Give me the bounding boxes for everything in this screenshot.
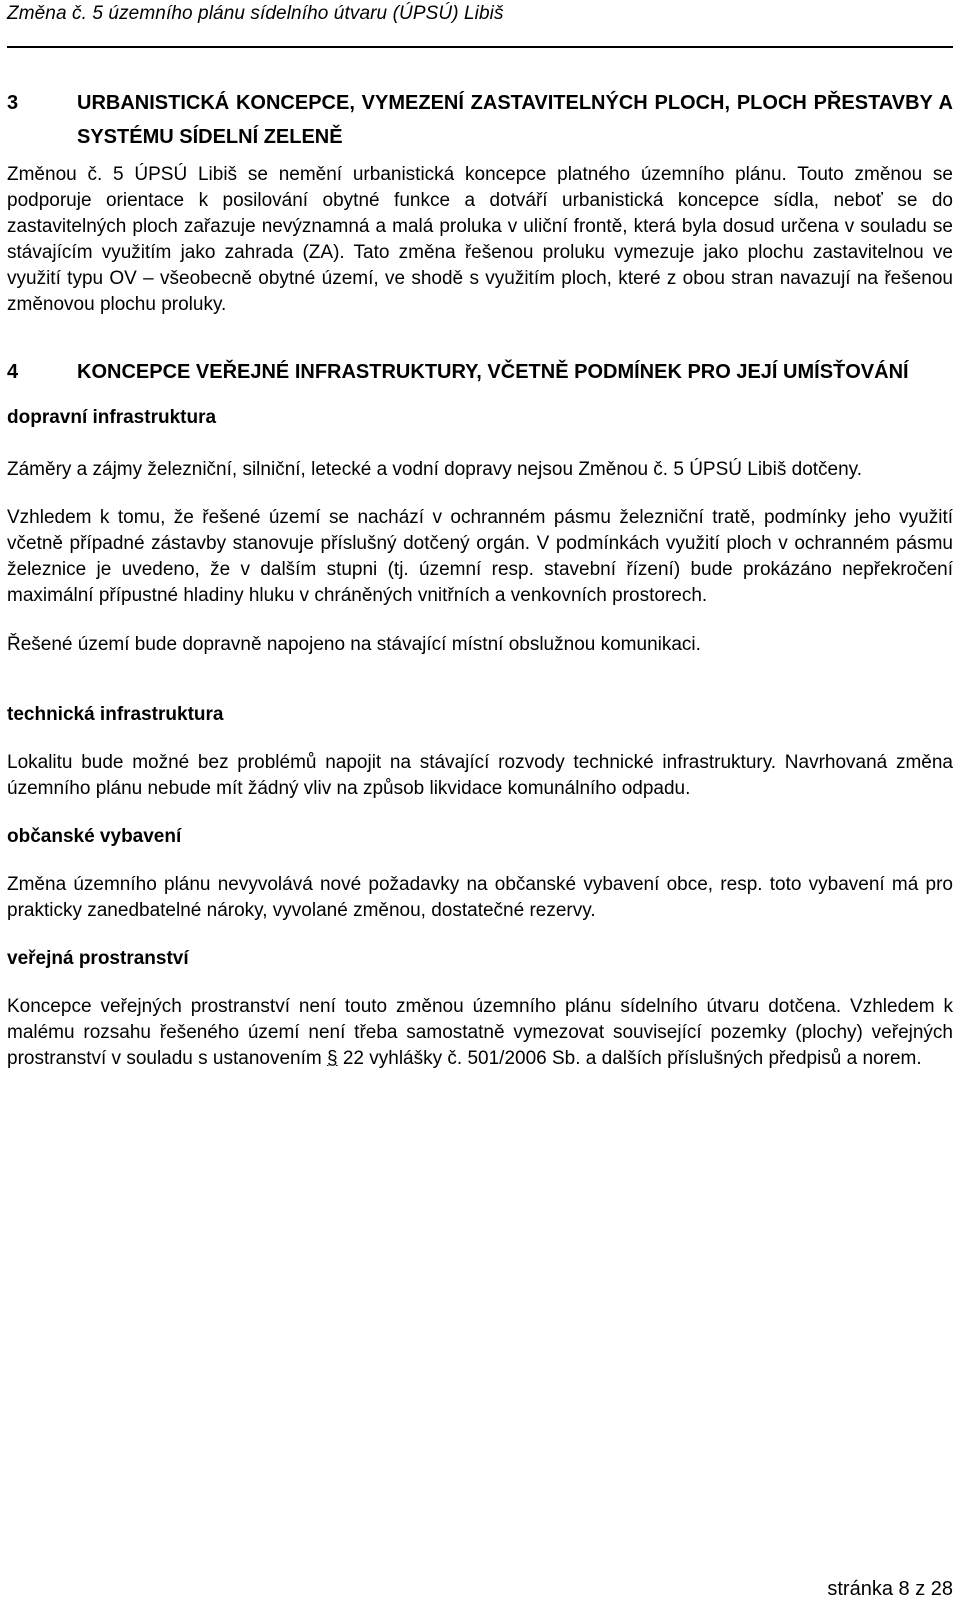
paragraph-technicka: Lokalitu bude možné bez problémů napojit na stávající rozvody technické infrastruktury. Navrhovaná změna územního plánu nebude mít žádný vliv na způsob likvidace komunálního odpadu. xyxy=(7,752,953,799)
running-header: Změna č. 5 územního plánu sídelního útvaru (ÚPSÚ) Libiš xyxy=(7,3,504,24)
paragraph-dopravni-2: Vzhledem k tomu, že řešené území se nachází v ochranném pásmu železniční tratě, podmínky jeho využití včetně případné zástavby stanovuje příslušný dotčený orgán. V podmínkách využití ploch v ochranném pásmu železnice je uvedeno, že v dalším stupni (tj. územní resp. stavební řízení) bude prokázáno nepřekročení maximální přípustné hladiny hluku v chráněných vnitřních a venkovních prostorech. xyxy=(7,507,953,606)
subheading-obcanske: občanské vybavení xyxy=(7,826,182,847)
chapter-number: 4 xyxy=(7,361,19,383)
section-sign-link[interactable]: § xyxy=(327,1048,338,1069)
header-divider xyxy=(7,46,953,48)
subheading-dopravni: dopravní infrastruktura xyxy=(7,407,217,428)
paragraph-dopravni-1: Záměry a zájmy železniční, silniční, letecké a vodní dopravy nejsou Změnou č. 5 ÚPSÚ Libiš dotčeny. xyxy=(7,459,863,480)
paragraph-dopravni-3: Řešené území bude dopravně napojeno na stávající místní obslužnou komunikaci. xyxy=(7,634,701,655)
subheading-technicka: technická infrastruktura xyxy=(7,704,224,725)
document-body xyxy=(7,86,953,1072)
chapter-3-heading xyxy=(7,86,953,154)
paragraph-obcanske: Změna územního plánu nevyvolává nové požadavky na občanské vybavení obce, resp. toto vybavení má pro prakticky zanedbatelné nároky, vyvolané změnou, dostatečné rezervy. xyxy=(7,874,953,921)
chapter-title: URBANISTICKÁ KONCEPCE, VYMEZENÍ ZASTAVITELNÝCH PLOCH, PLOCH PŘESTAVBY A SYSTÉMU SÍDELNÍ ZELENĚ xyxy=(77,92,953,148)
page-number: stránka 8 z 28 xyxy=(827,1578,953,1600)
subheading-verejna: veřejná prostranství xyxy=(7,948,189,969)
chapter-4-heading xyxy=(7,355,953,389)
chapter-number: 3 xyxy=(7,92,19,114)
paragraph-verejna xyxy=(7,994,953,1072)
chapter-3-paragraph: Změnou č. 5 ÚPSÚ Libiš se nemění urbanistická koncepce platného územního plánu. Touto změnou se podporuje orientace k posilování obytné funkce a dotváří urbanistická koncepce sídla, neboť se do zastavitelných ploch zařazuje nevýznamná a malá proluka v uliční frontě, která byla dosud určena v souladu se stávajícím využitím jako zahrada (ZA). Tato změna řešenou proluku vymezuje jako plochu zastavitelnou ve využití typu OV – všeobecně obytné území, ve shodě s využitím ploch, které z obou stran navazují na řešenou změnovou plochu proluky. xyxy=(7,164,953,315)
chapter-title: KONCEPCE VEŘEJNÉ INFRASTRUKTURY, VČETNĚ PODMÍNEK PRO JEJÍ UMÍSŤOVÁNÍ xyxy=(77,361,909,383)
paragraph-verejna-text-end: 22 vyhlášky č. 501/2006 Sb. a dalších příslušných předpisů a norem. xyxy=(337,1048,922,1069)
paragraph-verejna-text-start: Koncepce veřejných prostranství není touto změnou územního plánu sídelního útvaru dotčena. Vzhledem k malému rozsahu řešeného území není třeba samostatně vymezovat související pozemky (plochy) veřejných prostranství v souladu s ustanovením xyxy=(7,996,953,1069)
